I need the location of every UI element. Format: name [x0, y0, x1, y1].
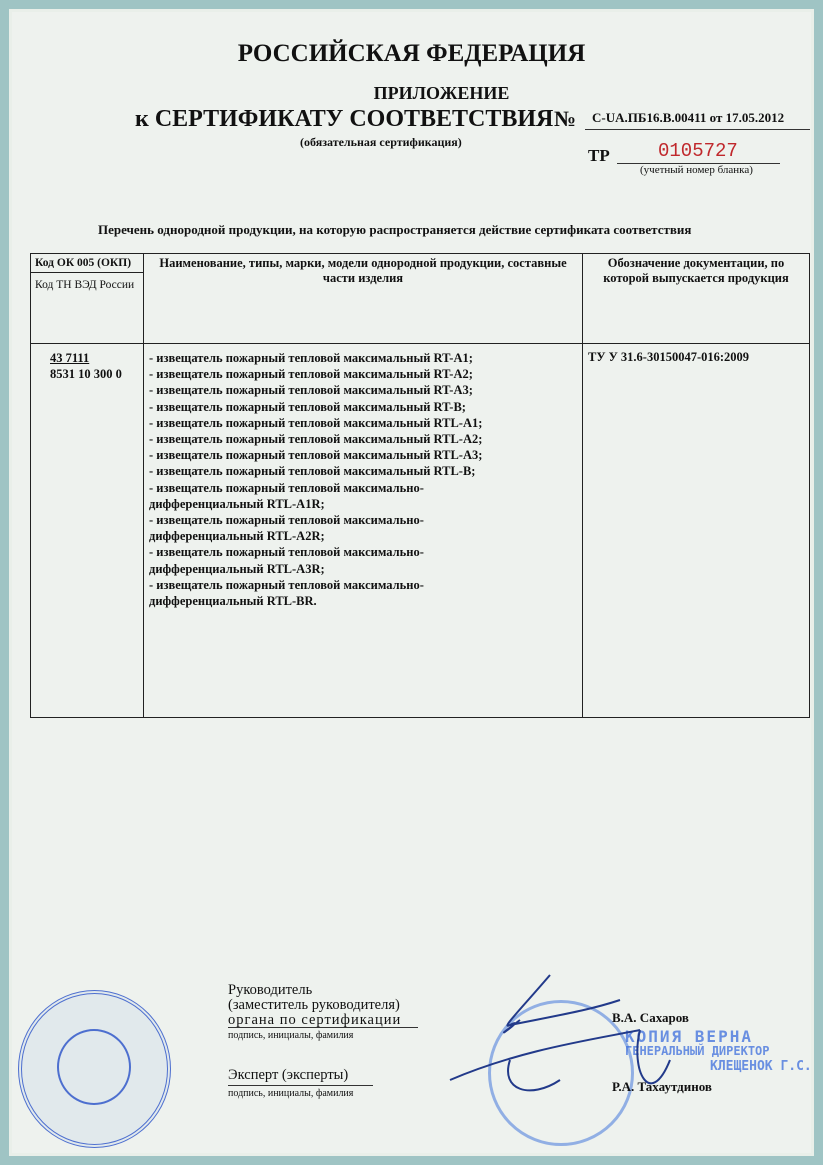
code-header-cell: [31, 254, 144, 344]
blank-caption: (учетный номер бланка): [640, 164, 753, 176]
number-sign: №: [554, 106, 577, 131]
tr-label: ТР: [588, 146, 610, 165]
list-item: - извещатель пожарный тепловой максимально-: [149, 545, 424, 560]
list-item: - извещатель пожарный тепловой максимальный RTL-A2;: [149, 432, 483, 447]
head-label: Руководитель (заместитель руководителя) органа по сертификации: [228, 982, 402, 1028]
expert-name: Р.А. Тахаутдинов: [612, 1079, 712, 1094]
appendix-title: ПРИЛОЖЕНИЕ: [373, 83, 510, 103]
list-item: - извещатель пожарный тепловой максимальный RTL-B;: [149, 464, 476, 479]
product-list: [144, 344, 583, 718]
list-item: - извещатель пожарный тепловой максимальный RT-A2;: [149, 367, 473, 382]
okp-header: Код ОК 005 (ОКП): [31, 254, 143, 273]
intro-text: Перечень однородной продукции, на которую распространяется действие сертификата соответствия: [98, 222, 692, 237]
certificate-heading: к СЕРТИФИКАТУ СООТВЕТСТВИЯ: [135, 106, 554, 132]
list-item: - извещатель пожарный тепловой максимальный RT-A1;: [149, 351, 473, 365]
product-table: [30, 253, 810, 718]
doc-header: Обозначение документации, по которой выпускается продукция: [583, 254, 810, 344]
list-item: - извещатель пожарный тепловой максимальный RTL-A1;: [149, 415, 483, 430]
copy-certified-stamp: КОПИЯ ВЕРНА ГЕНЕРАЛЬНЫЙ ДИРЕКТОР КЛЕЩЕНОК Г.С.: [625, 1027, 812, 1074]
list-item: - извещатель пожарный тепловой максимально-: [149, 480, 424, 495]
list-item: дифференциальный RTL-A2R;: [149, 529, 325, 544]
head-name: В.А. Сахаров: [612, 1010, 689, 1025]
expert-label: Эксперт (эксперты): [228, 1067, 349, 1083]
mandatory-note: (обязательная сертификация): [300, 135, 462, 149]
doc-reference: ТУ У 31.6-30150047-016:2009: [583, 344, 810, 718]
blank-number: 0105727: [658, 140, 738, 162]
name-header: Наименование, типы, марки, модели однородной продукции, составные части изделия: [144, 254, 583, 344]
list-item: - извещатель пожарный тепловой максимальный RTL-A3;: [149, 448, 483, 463]
signatures-handwritten: [440, 970, 700, 1120]
country-title: РОССИЙСКАЯ ФЕДЕРАЦИЯ: [237, 40, 586, 67]
list-item: - извещатель пожарный тепловой максимально-: [149, 577, 424, 592]
certificate-number: С-UA.ПБ16.В.00411 от 17.05.2012: [592, 110, 785, 125]
list-item: дифференциальный RTL-BR.: [149, 594, 317, 609]
head-caption: подпись, инициалы, фамилия: [228, 1030, 354, 1041]
expert-caption: подпись, инициалы, фамилия: [228, 1088, 354, 1099]
list-item: дифференциальный RTL-A1R;: [149, 496, 325, 511]
tnved-header: Код ТН ВЭД России: [35, 279, 135, 291]
list-item: - извещатель пожарный тепловой максимальный RT-B;: [149, 399, 466, 414]
tnved-code: 8531 10 300 0: [50, 367, 122, 381]
certification-body-seal: [18, 990, 171, 1148]
list-item: - извещатель пожарный тепловой максимальный RT-A3;: [149, 383, 473, 398]
list-item: - извещатель пожарный тепловой максимально-: [149, 513, 424, 528]
list-item: дифференциальный RTL-A3R;: [149, 561, 325, 576]
okp-code: 43 7111: [50, 351, 90, 365]
